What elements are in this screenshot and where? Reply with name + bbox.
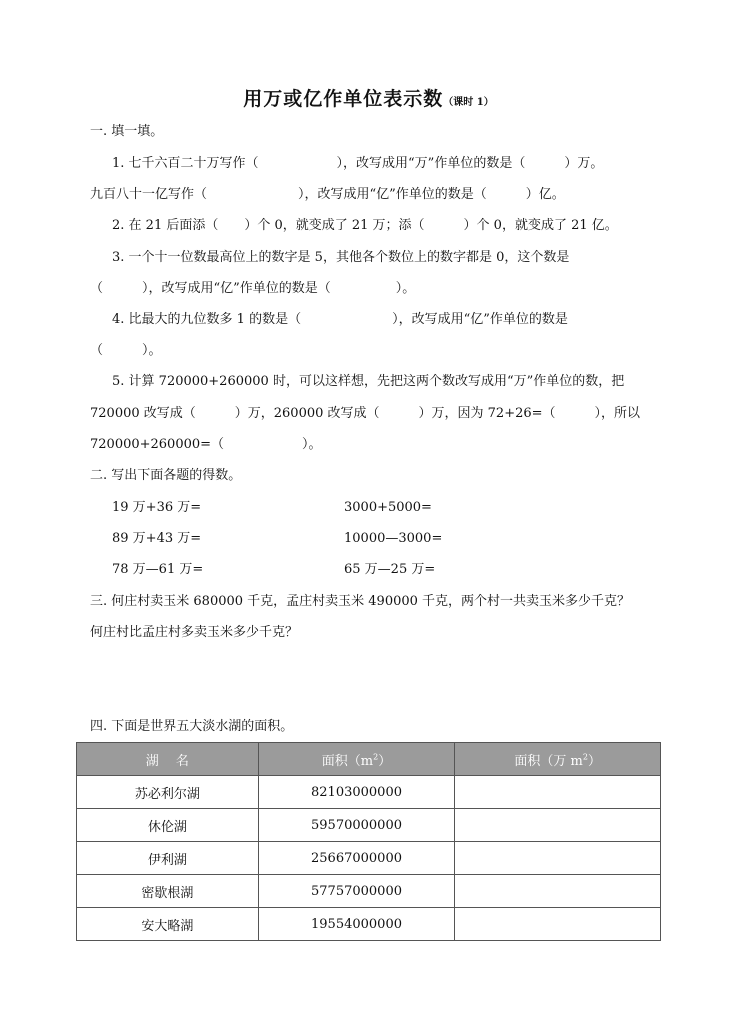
lake-name: 密歇根湖 <box>77 875 259 908</box>
page-title <box>0 84 737 111</box>
title-main: 用万或亿作单位表示数 <box>243 88 444 110</box>
lake-area: 19554000000 <box>258 908 455 941</box>
lake-area: 82103000000 <box>258 776 455 809</box>
calc-left-3: 78 万—61 万= <box>112 562 204 577</box>
s1-line-1: 1. 七千六百二十万写作（ ），改写成用“万”作单位的数是（ ）万。 <box>112 156 604 171</box>
s1-line-3: 2. 在 21 后面添（ ）个 0，就变成了 21 万；添（ ）个 0，就变成了 21 亿。 <box>112 218 618 233</box>
calc-right-2: 10000—3000= <box>344 531 443 546</box>
s1-line-2: 九百八十一亿写作（ ），改写成用“亿”作单位的数是（ ）亿。 <box>90 187 565 202</box>
s1-line-10: 720000+260000=（ ）。 <box>90 437 322 452</box>
calc-right-3: 65 万—25 万= <box>344 562 436 577</box>
table-row <box>77 842 661 875</box>
lake-name: 伊利湖 <box>77 842 259 875</box>
lake-name: 苏必利尔湖 <box>77 776 259 809</box>
calc-right-1: 3000+5000= <box>344 500 432 515</box>
table-header-row <box>77 743 661 776</box>
lake-name: 安大略湖 <box>77 908 259 941</box>
section4-heading: 四. 下面是世界五大淡水湖的面积。 <box>90 719 294 734</box>
table-row <box>77 875 661 908</box>
calc-left-2: 89 万+43 万= <box>112 531 202 546</box>
col-header-name: 湖 名 <box>77 743 259 776</box>
table-row <box>77 809 661 842</box>
s1-line-8: 5. 计算 720000+260000 时，可以这样想，先把这两个数改写成用“万”作单位的数，把 <box>112 374 625 389</box>
lake-name: 休伦湖 <box>77 809 259 842</box>
col-header-area: 面积$(m^2)$ <box>258 743 455 776</box>
s1-line-4: 3. 一个十一位数最高位上的数字是 5，其他各个数位上的数字都是 0，这个数是 <box>112 250 570 265</box>
calc-left-1: 19 万+36 万= <box>112 500 202 515</box>
s1-line-5: （ ），改写成用“亿”作单位的数是（ ）。 <box>90 281 416 296</box>
s1-line-7: （ ）。 <box>90 343 162 358</box>
section3-line-2: 何庄村比孟庄村多卖玉米多少千克？ <box>90 625 299 640</box>
section3-line-1: 三. 何庄村卖玉米 680000 千克，孟庄村卖玉米 490000 千克，两个村一共卖玉米多少千克？ <box>90 594 631 609</box>
lake-area-wan-input[interactable] <box>455 809 661 842</box>
lake-area-wan-input[interactable] <box>455 776 661 809</box>
lake-area-wan-input[interactable] <box>455 875 661 908</box>
lake-area-wan-input[interactable] <box>455 842 661 875</box>
lake-area: 59570000000 <box>258 809 455 842</box>
s1-line-9: 720000 改写成（ ）万，260000 改写成（ ）万，因为 72+26=（ ），所以 <box>90 406 641 421</box>
s1-line-6: 4. 比最大的九位数多 1 的数是（ ），改写成用“亿”作单位的数是 <box>112 312 568 327</box>
lake-area: 25667000000 <box>258 842 455 875</box>
col-header-area-wan: 面积（万 $m^2$） <box>455 743 661 776</box>
table-row <box>77 908 661 941</box>
section1-heading: 一. 填一填。 <box>90 124 164 139</box>
lake-area-table <box>76 742 661 941</box>
section2-heading: 二. 写出下面各题的得数。 <box>90 468 242 483</box>
table-row <box>77 776 661 809</box>
lake-area: 57757000000 <box>258 875 455 908</box>
title-sub: （课时 1） <box>443 97 494 108</box>
lake-area-wan-input[interactable] <box>455 908 661 941</box>
